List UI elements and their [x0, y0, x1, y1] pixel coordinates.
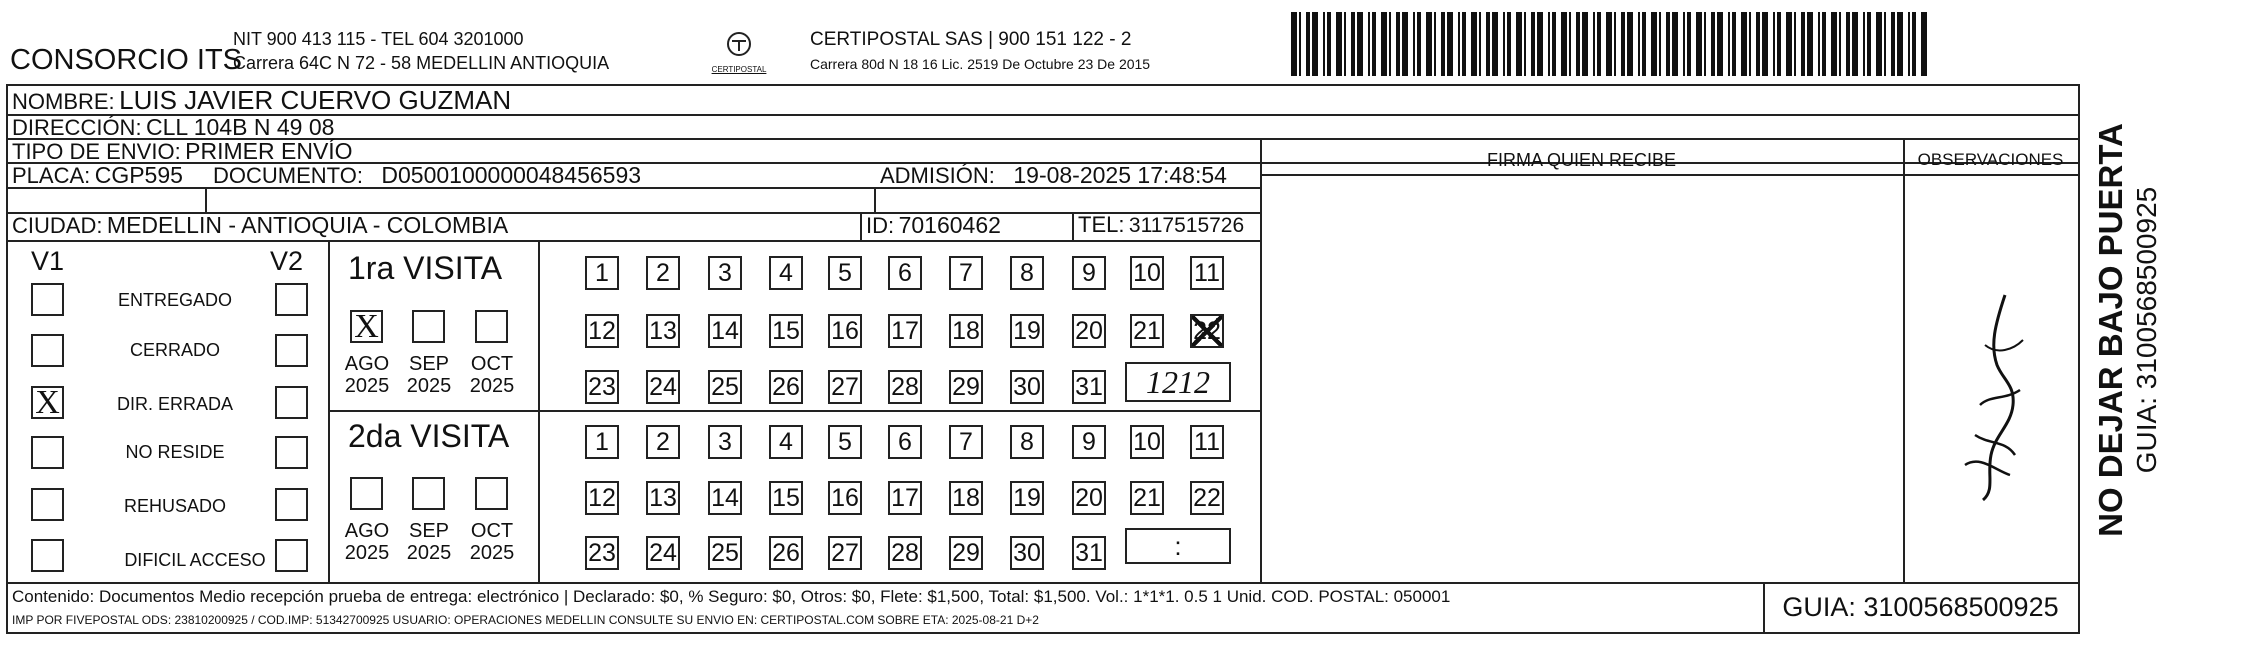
barcode-bar — [1683, 12, 1685, 76]
barcode-bar — [1479, 12, 1481, 76]
visit-2-day-4[interactable]: 4 — [769, 425, 803, 459]
v2-label: V2 — [270, 246, 304, 276]
barcode-bar — [1381, 12, 1387, 76]
barcode-bar — [1471, 12, 1477, 76]
visit-2-oct-checkbox[interactable] — [475, 477, 508, 510]
barcode-bar — [1717, 12, 1723, 76]
barcode-bar — [1749, 12, 1751, 76]
barcode-bar — [1777, 12, 1781, 76]
side-notice — [2091, 100, 2163, 560]
visit-2-day-12[interactable]: 12 — [585, 481, 619, 515]
barcode-bar — [1434, 12, 1436, 76]
visit-2-day-10[interactable]: 10 — [1130, 425, 1164, 459]
plate-value: CGP595 — [94, 162, 183, 188]
barcode-bar — [1921, 12, 1927, 76]
visit-1-day-3[interactable]: 3 — [708, 256, 742, 290]
barcode-bar — [1413, 12, 1415, 76]
visit-1-day-26[interactable]: 26 — [769, 370, 803, 404]
visit-2-day-3[interactable]: 3 — [708, 425, 742, 459]
visit-1-day-4[interactable]: 4 — [769, 256, 803, 290]
barcode-bar — [1711, 12, 1715, 76]
visit-2-day-14[interactable]: 14 — [708, 481, 742, 515]
visit-1-day-13[interactable]: 13 — [646, 314, 680, 348]
visit-2-day-13[interactable]: 13 — [646, 481, 680, 515]
barcode-bar — [1537, 12, 1543, 76]
courier-name: CERTIPOSTAL SAS | 900 151 122 - 2 — [810, 29, 1132, 50]
barcode-bar — [1447, 12, 1453, 76]
address-value: CLL 104B N 49 08 — [146, 114, 335, 140]
barcode-bar — [1773, 12, 1775, 76]
document-label: DOCUMENTO: — [213, 163, 363, 188]
barcode-bar — [1531, 12, 1535, 76]
company-address: Carrera 64C N 72 - 58 MEDELLIN ANTIOQUIA — [233, 53, 610, 73]
barcode-bar — [1291, 12, 1297, 76]
barcode-bar — [1801, 12, 1805, 76]
visit-2-day-19[interactable]: 19 — [1010, 481, 1044, 515]
courier-address: Carrera 80d N 18 16 Lic. 2519 De Octubre 23 De 2015 — [810, 56, 1151, 72]
print-line: IMP POR FIVEPOSTAL ODS: 23810200925 / COD.IMP: 51342700925 USUARIO: OPERACIONES MEDELLIN CONSULTE SU ENVIO EN: CERTIPOSTAL.COM SOBRE ETA: 2025-08-21 D+2 — [12, 613, 1039, 627]
v2-checkbox-no-reside[interactable] — [275, 436, 308, 469]
visit-2-day-31[interactable]: 31 — [1072, 536, 1106, 570]
id-label: ID: — [866, 213, 895, 238]
status-label-dificil-acceso: DIFICIL ACCESO — [124, 550, 266, 570]
visit-1-day-30[interactable]: 30 — [1010, 370, 1044, 404]
document-field — [213, 162, 641, 189]
visit-2-day-18[interactable]: 18 — [949, 481, 983, 515]
barcode-bar — [1593, 12, 1595, 76]
city-value: MEDELLIN - ANTIOQUIA - COLOMBIA — [106, 212, 509, 238]
barcode-bar — [1441, 12, 1445, 76]
barcode-bar — [1507, 12, 1511, 76]
visit-2-day-5[interactable]: 5 — [828, 425, 862, 459]
visit-1-day-24[interactable]: 24 — [646, 370, 680, 404]
barcode-bar — [1651, 12, 1657, 76]
visit-2-day-26[interactable]: 26 — [769, 536, 803, 570]
visit-1-day-23[interactable]: 23 — [585, 370, 619, 404]
barcode-bar — [1687, 12, 1691, 76]
barcode-bar — [1597, 12, 1601, 76]
barcode-bar — [1642, 12, 1646, 76]
visit-1-day-25[interactable]: 25 — [708, 370, 742, 404]
visit-2-day-20[interactable]: 20 — [1072, 481, 1106, 515]
visit-2-day-21[interactable]: 21 — [1130, 481, 1164, 515]
barcode-bar — [1867, 12, 1871, 76]
visit-1-day-14[interactable]: 14 — [708, 314, 742, 348]
v2-checkbox-cerrado[interactable] — [275, 334, 308, 367]
barcode-bar — [1666, 12, 1670, 76]
shipping-type-field — [12, 138, 353, 165]
barcode-bar — [1807, 12, 1813, 76]
visit-1-oct-checkbox[interactable] — [475, 310, 508, 343]
visit-1-day-28[interactable]: 28 — [888, 370, 922, 404]
barcode-bar — [1402, 12, 1408, 76]
visit-1-day-10[interactable]: 10 — [1130, 256, 1164, 290]
side-notice-text: NO DEJAR BAJO PUERTA — [2092, 123, 2129, 537]
visit-1-day-17[interactable]: 17 — [888, 314, 922, 348]
visit-2-day-28[interactable]: 28 — [888, 536, 922, 570]
barcode-bar — [1312, 12, 1318, 76]
city-label: CIUDAD: — [12, 213, 103, 238]
side-guide-text: GUIA: 3100568500925 — [2131, 186, 2162, 474]
barcode-bar — [1396, 12, 1400, 76]
visit-1-day-19[interactable]: 19 — [1010, 314, 1044, 348]
shipping-type-value: PRIMER ENVÍO — [185, 138, 353, 164]
name-label: NOMBRE: — [12, 89, 115, 114]
visit-1-title: 1ra VISITA — [348, 250, 503, 286]
visit-1-day-7[interactable]: 7 — [949, 256, 983, 290]
v1-checkbox-entregado[interactable] — [31, 283, 64, 316]
visit-1-day-6[interactable]: 6 — [888, 256, 922, 290]
id-field — [866, 212, 1001, 239]
admission-value: 19-08-2025 17:48:54 — [1013, 162, 1227, 188]
visit-1-day-20[interactable]: 20 — [1072, 314, 1106, 348]
barcode-bar — [1839, 12, 1841, 76]
visit-2-ago-checkbox[interactable] — [350, 477, 383, 510]
barcode-bar — [1306, 12, 1310, 76]
barcode-bar — [1372, 12, 1376, 76]
barcode-bar — [1458, 12, 1460, 76]
city-field — [12, 212, 508, 239]
barcode-bar — [1417, 12, 1421, 76]
visit-1-day-1[interactable]: 1 — [585, 256, 619, 290]
barcode-bar — [1389, 12, 1391, 76]
v2-checkbox-rehusado[interactable] — [275, 488, 308, 521]
v1-checkbox-dir-errada[interactable]: X — [31, 386, 64, 419]
barcode-bar — [1741, 12, 1747, 76]
barcode-bar — [1912, 12, 1916, 76]
content-line: Contenido: Documentos Medio recepción prueba de entrega: electrónico | Declarado: $0, % Seguro: $0, Otros: $0, Flete: $1,500, Total: $1,500. Vol.: 1*1*1. 0.5 1 Unid. COD. POSTAL: 050001 — [12, 587, 1451, 606]
barcode-bar — [1323, 12, 1325, 76]
id-value: 70160462 — [898, 212, 1001, 238]
barcode-bar — [1732, 12, 1736, 76]
visit-2-day-2[interactable]: 2 — [646, 425, 680, 459]
barcode-bar — [1561, 12, 1567, 76]
barcode-bar — [1846, 12, 1850, 76]
barcode-bar — [1908, 12, 1910, 76]
visit-1-ago-checkbox[interactable]: X — [350, 310, 383, 343]
barcode-bar — [1762, 12, 1768, 76]
admission-label: ADMISIÓN: — [880, 163, 995, 188]
status-label-dir-errada: DIR. ERRADA — [116, 394, 233, 414]
barcode-bar — [1621, 12, 1625, 76]
company-name: CONSORCIO ITS — [10, 44, 243, 76]
footer-guide-number: GUIA: 3100568500925 — [1782, 592, 2059, 622]
barcode-bar — [1344, 12, 1346, 76]
visit-1-day-21[interactable]: 21 — [1130, 314, 1164, 348]
barcode-bar — [1582, 12, 1588, 76]
visit-1-oct-label: OCT 2025 — [469, 353, 515, 397]
v2-checkbox-dir-errada[interactable] — [275, 386, 308, 419]
barcode-bar — [1794, 12, 1796, 76]
visit-2-day-30[interactable]: 30 — [1010, 536, 1044, 570]
certipostal-logo — [706, 30, 772, 74]
barcode-bar — [1627, 12, 1633, 76]
barcode-bar — [1569, 12, 1571, 76]
visit-2-day-22[interactable]: 22 — [1190, 481, 1224, 515]
visit-1-day-22[interactable]: 22 — [1190, 314, 1224, 348]
barcode-bar — [1818, 12, 1820, 76]
v1-checkbox-rehusado[interactable] — [31, 488, 64, 521]
barcode-bar — [1492, 12, 1498, 76]
visit-1-sep-checkbox[interactable] — [412, 310, 445, 343]
tel-value: 3117515726 — [1128, 214, 1245, 237]
barcode-bar — [1659, 12, 1661, 76]
barcode-bar — [1486, 12, 1490, 76]
barcode-bar — [1891, 12, 1895, 76]
visit-2-time-box[interactable]: : — [1125, 528, 1231, 564]
status-label-entregado: ENTREGADO — [117, 290, 232, 310]
barcode-bar — [1299, 12, 1301, 76]
signature-title: FIRMA QUIEN RECIBE — [1486, 150, 1677, 170]
barcode-bar — [1552, 12, 1556, 76]
visit-1-time-box[interactable]: 1212 — [1125, 362, 1231, 402]
address-label: DIRECCIÓN: — [12, 115, 142, 140]
barcode-bar — [1897, 12, 1903, 76]
barcode-bar — [1822, 12, 1826, 76]
visit-1-day-16[interactable]: 16 — [828, 314, 862, 348]
logo-icon — [706, 30, 772, 60]
barcode-bar — [1614, 12, 1616, 76]
visit-1-day-15[interactable]: 15 — [769, 314, 803, 348]
visit-1-ago-label: AGO 2025 — [344, 353, 390, 397]
barcode-bar — [1606, 12, 1612, 76]
barcode-bar — [1884, 12, 1886, 76]
barcode-bar — [1327, 12, 1331, 76]
barcode-bar — [1728, 12, 1730, 76]
plate-field — [12, 162, 183, 189]
visit-2-day-7[interactable]: 7 — [949, 425, 983, 459]
shipping-type-label: TIPO DE ENVIO: — [12, 139, 181, 164]
barcode-bar — [1351, 12, 1355, 76]
visit-2-day-11[interactable]: 11 — [1190, 425, 1224, 459]
visit-2-ago-label: AGO 2025 — [344, 520, 390, 564]
admission-field — [880, 162, 1227, 189]
visit-1-day-9[interactable]: 9 — [1072, 256, 1106, 290]
barcode-bar — [1786, 12, 1792, 76]
handwritten-signature — [1935, 285, 2045, 505]
visit-2-day-25[interactable]: 25 — [708, 536, 742, 570]
visit-1-day-5[interactable]: 5 — [828, 256, 862, 290]
barcode-bar — [1548, 12, 1550, 76]
status-label-rehusado: REHUSADO — [123, 496, 226, 516]
barcode-bar — [1336, 12, 1342, 76]
visit-2-oct-label: OCT 2025 — [469, 520, 515, 564]
visit-2-sep-checkbox[interactable] — [412, 477, 445, 510]
visit-2-day-17[interactable]: 17 — [888, 481, 922, 515]
visit-1-day-2[interactable]: 2 — [646, 256, 680, 290]
visit-1-day-12[interactable]: 12 — [585, 314, 619, 348]
v1-checkbox-cerrado[interactable] — [31, 334, 64, 367]
barcode-bar — [1852, 12, 1858, 76]
visit-2-day-23[interactable]: 23 — [585, 536, 619, 570]
visit-2-day-29[interactable]: 29 — [949, 536, 983, 570]
plate-label: PLACA: — [12, 163, 91, 188]
barcode-bar — [1368, 12, 1370, 76]
status-label-cerrado: CERRADO — [129, 340, 220, 360]
barcode-bar — [1426, 12, 1432, 76]
v1-checkbox-no-reside[interactable] — [31, 436, 64, 469]
barcode-bar — [1576, 12, 1580, 76]
barcode-bar — [1831, 12, 1837, 76]
barcode — [1291, 12, 1931, 76]
v1-checkbox-dificil-acceso[interactable] — [31, 539, 64, 572]
barcode-bar — [1503, 12, 1505, 76]
visit-1-day-29[interactable]: 29 — [949, 370, 983, 404]
document-value: D0500100000048456593 — [381, 162, 642, 188]
visit-1-day-18[interactable]: 18 — [949, 314, 983, 348]
logo-text: CERTIPOSTAL — [711, 65, 767, 74]
name-value: LUIS JAVIER CUERVO GUZMAN — [119, 85, 512, 115]
visit-1-sep-label: SEP 2025 — [406, 353, 452, 397]
visit-2-day-27[interactable]: 27 — [828, 536, 862, 570]
barcode-bar — [1704, 12, 1706, 76]
v2-checkbox-entregado[interactable] — [275, 283, 308, 316]
company-nit: NIT 900 413 115 - TEL 604 3201000 — [233, 29, 524, 49]
visit-2-day-8[interactable]: 8 — [1010, 425, 1044, 459]
barcode-bar — [1672, 12, 1678, 76]
visit-2-day-6[interactable]: 6 — [888, 425, 922, 459]
barcode-bar — [1863, 12, 1865, 76]
barcode-bar — [1696, 12, 1702, 76]
visit-2-sep-label: SEP 2025 — [406, 520, 452, 564]
visit-2-day-15[interactable]: 15 — [769, 481, 803, 515]
barcode-bar — [1357, 12, 1363, 76]
observations-title: OBSERVACIONES — [1917, 150, 2064, 169]
address-field — [12, 114, 334, 141]
v1-label: V1 — [31, 246, 65, 276]
status-label-no-reside: NO RESIDE — [125, 442, 225, 462]
barcode-bar — [1876, 12, 1882, 76]
visit-1-day-8[interactable]: 8 — [1010, 256, 1044, 290]
visit-2-title: 2da VISITA — [348, 418, 510, 454]
visit-1-day-11[interactable]: 11 — [1190, 256, 1224, 290]
name-field — [12, 85, 511, 116]
barcode-bar — [1524, 12, 1526, 76]
barcode-bar — [1516, 12, 1522, 76]
barcode-bar — [1756, 12, 1760, 76]
v2-checkbox-dificil-acceso[interactable] — [275, 539, 308, 572]
tel-field — [1078, 212, 1244, 238]
visit-1-day-27[interactable]: 27 — [828, 370, 862, 404]
visit-2-day-1[interactable]: 1 — [585, 425, 619, 459]
visit-2-day-9[interactable]: 9 — [1072, 425, 1106, 459]
tel-label: TEL: — [1078, 212, 1125, 237]
barcode-bar — [1462, 12, 1466, 76]
barcode-bar — [1638, 12, 1640, 76]
visit-2-day-24[interactable]: 24 — [646, 536, 680, 570]
visit-1-day-31[interactable]: 31 — [1072, 370, 1106, 404]
visit-2-day-16[interactable]: 16 — [828, 481, 862, 515]
